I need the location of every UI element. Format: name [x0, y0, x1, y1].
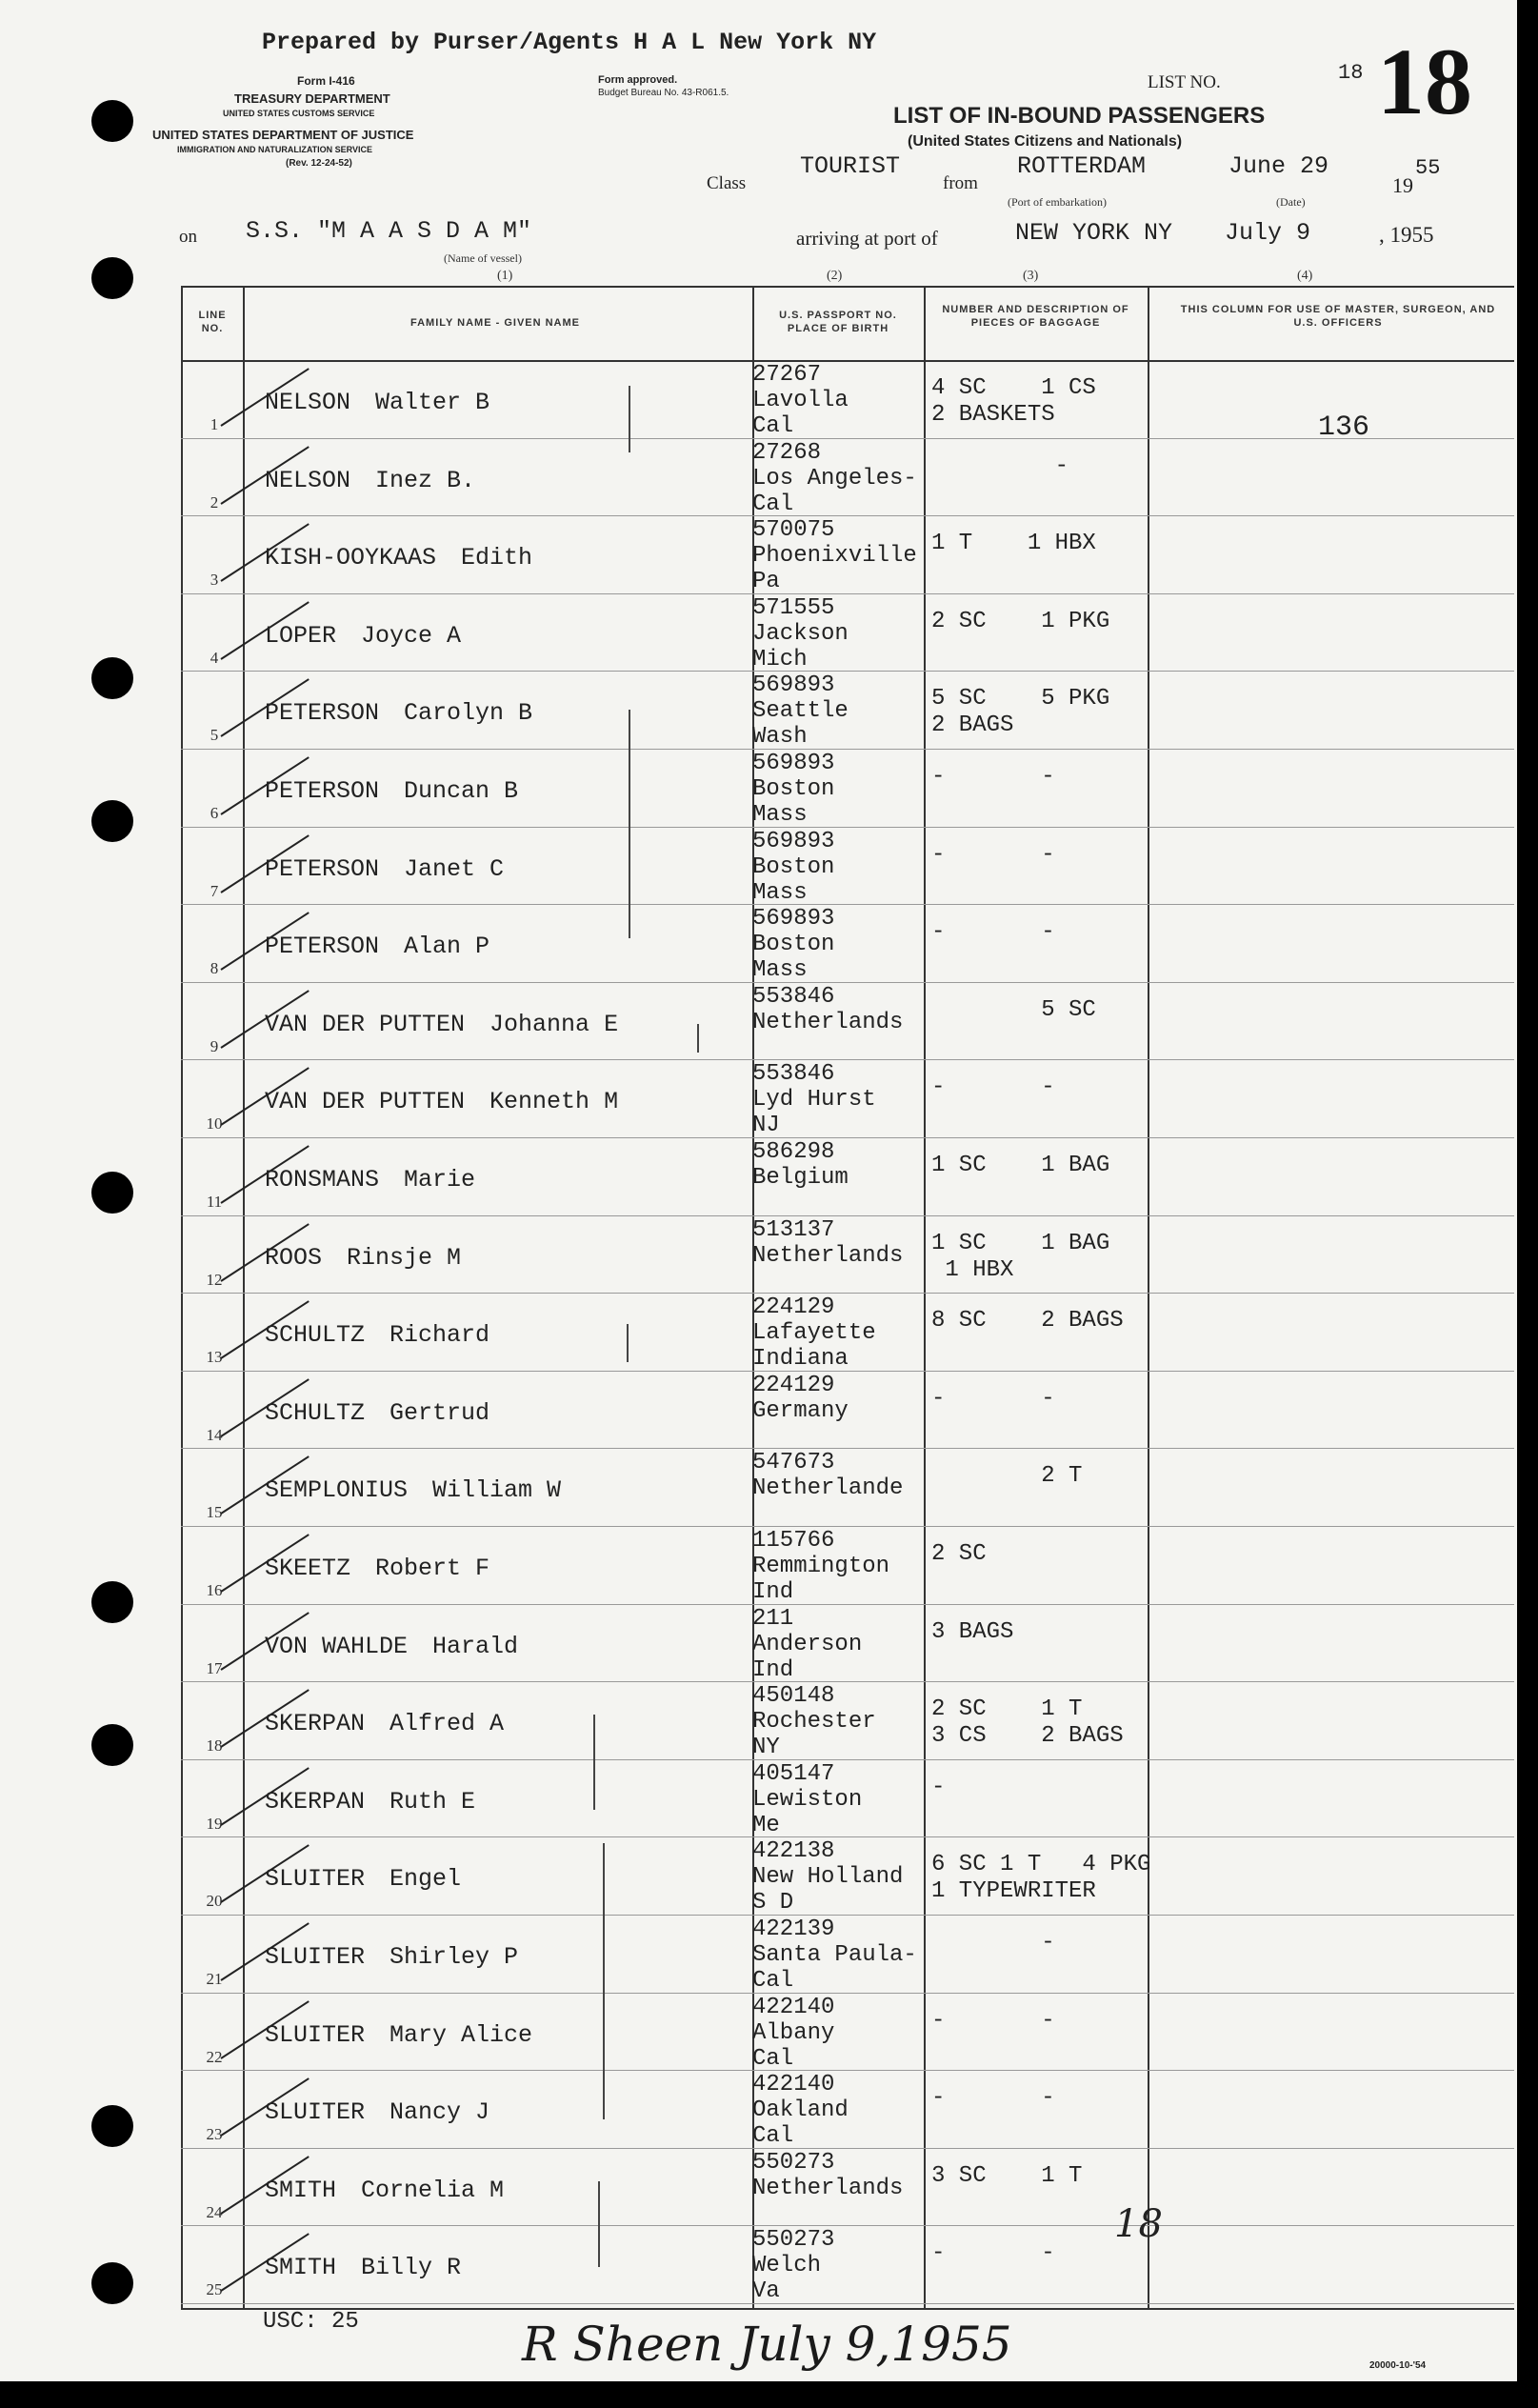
- family-name: SKERPAN: [265, 1787, 366, 1816]
- baggage-description: 3 BAGS: [931, 1618, 1014, 1645]
- department-justice: UNITED STATES DEPARTMENT OF JUSTICE: [152, 128, 414, 142]
- passport-number: 571555: [752, 594, 835, 621]
- place-of-birth: Albany Cal: [752, 2019, 835, 2072]
- given-name: William W: [432, 1476, 562, 1505]
- family-name: NELSON: [265, 466, 351, 494]
- given-name: Rinsje M: [347, 1243, 462, 1272]
- place-of-birth: Germany: [752, 1397, 849, 1424]
- baggage-description: 1 T 1 HBX: [931, 531, 1096, 557]
- line-number: 16: [206, 1581, 223, 1599]
- passport-cell: [752, 829, 834, 906]
- table-top-rule: [181, 286, 1514, 288]
- year-value: 55: [1415, 156, 1441, 180]
- passenger-name: [265, 389, 489, 416]
- passport-number: 422138: [752, 1838, 835, 1865]
- line-number: 19: [206, 1814, 223, 1833]
- given-name: Shirley P: [389, 1943, 519, 1971]
- line-number: 18: [206, 1736, 223, 1756]
- baggage-description: -: [931, 452, 1069, 479]
- family-name: PETERSON: [265, 854, 380, 883]
- passenger-name: [265, 1710, 504, 1737]
- passport-number: 569893: [752, 906, 835, 933]
- given-name: Ruth E: [389, 1787, 476, 1816]
- passport-cell: [752, 2072, 849, 2149]
- line-number: 13: [206, 1348, 223, 1367]
- baggage-description: - -: [931, 2240, 1055, 2267]
- passenger-name: [265, 1633, 518, 1660]
- column-marker-4: (4): [1297, 269, 1313, 283]
- passport-number: 570075: [752, 517, 835, 544]
- place-of-birth: Anderson Ind: [752, 1631, 863, 1683]
- baggage-description: - -: [931, 841, 1055, 868]
- line-number: 20: [206, 1892, 223, 1911]
- passport-cell: [752, 1373, 849, 1424]
- manifest-subtitle: (United States Citizens and Nationals): [908, 133, 1183, 150]
- row-rule: [181, 2070, 1514, 2071]
- place-of-birth: Netherlands: [752, 2175, 904, 2201]
- bracket-mark: [629, 386, 630, 452]
- passport-number: 224129: [752, 1294, 835, 1321]
- passport-number: 569893: [752, 828, 835, 854]
- bracket-mark: [629, 710, 630, 938]
- baggage-description: -: [931, 1930, 1055, 1956]
- given-name: Robert F: [375, 1555, 490, 1582]
- punch-hole: [91, 1581, 133, 1623]
- row-rule: [181, 827, 1514, 828]
- place-of-birth: Netherlands: [752, 1009, 904, 1035]
- given-name: Inez B.: [375, 466, 476, 494]
- row-rule: [181, 2148, 1514, 2149]
- place-of-birth: Lyd Hurst NJ: [752, 1087, 876, 1139]
- given-name: Richard: [389, 1321, 490, 1350]
- line-number: 8: [210, 959, 219, 978]
- passport-cell: [752, 1217, 903, 1269]
- given-name: Alan P: [404, 933, 490, 961]
- passport-number: 422140: [752, 2072, 835, 2098]
- passenger-name: [265, 467, 475, 494]
- line-number: 17: [206, 1658, 223, 1677]
- line-number: 21: [206, 1970, 223, 1988]
- given-name: Walter B: [375, 389, 490, 416]
- family-name: PETERSON: [265, 699, 380, 728]
- place-of-birth: Boston Mass: [752, 853, 835, 906]
- passport-cell: [752, 906, 834, 983]
- family-name: VON WAHLDE: [265, 1632, 409, 1660]
- given-name: Mary Alice: [389, 2020, 533, 2049]
- column-marker-1: (1): [497, 269, 513, 283]
- line-number: 3: [210, 571, 219, 590]
- passenger-name: [265, 1166, 475, 1194]
- line-number: 1: [210, 415, 219, 433]
- column-divider: [243, 286, 245, 2310]
- family-name: SKEETZ: [265, 1555, 351, 1582]
- from-label: from: [943, 173, 978, 193]
- bracket-mark: [697, 1024, 699, 1053]
- passport-cell: [752, 595, 849, 672]
- passport-cell: [752, 1916, 917, 1994]
- place-of-birth: Jackson Mich: [752, 620, 849, 672]
- passport-cell: [752, 1838, 903, 1916]
- place-of-birth: Netherlands: [752, 1242, 904, 1269]
- date-caption: (Date): [1276, 195, 1306, 209]
- place-of-birth: Oakland Cal: [752, 2097, 849, 2150]
- passport-cell: [752, 751, 834, 828]
- row-rule: [181, 904, 1514, 905]
- line-number: 10: [206, 1114, 223, 1134]
- line-number: 4: [210, 648, 219, 667]
- passport-cell: [752, 1450, 903, 1501]
- baggage-description: 5 SC: [931, 996, 1096, 1023]
- passenger-name: [265, 1399, 489, 1427]
- line-number: 6: [210, 804, 219, 822]
- line-number: 24: [206, 2202, 223, 2221]
- date-value: June 29: [1228, 152, 1329, 180]
- baggage-description: - -: [931, 2085, 1055, 2112]
- form-number: Form I-416: [297, 74, 355, 88]
- place-of-birth: Boston Mass: [752, 776, 835, 828]
- column-header-passport: U.S. PASSPORT NO. PLACE OF BIRTH: [779, 310, 897, 334]
- place-of-birth: Santa Paula- Cal: [752, 1942, 917, 1994]
- list-no-label: LIST NO.: [1148, 72, 1221, 92]
- port-value: ROTTERDAM: [1017, 152, 1147, 180]
- passenger-name: [265, 1244, 461, 1272]
- arriving-label: arriving at port of: [796, 227, 938, 250]
- punch-hole: [91, 800, 133, 842]
- class-value: TOURIST: [800, 152, 901, 180]
- column-header-baggage: NUMBER AND DESCRIPTION OF PIECES OF BAGGAGE: [942, 304, 1129, 329]
- passenger-name: [265, 2177, 504, 2204]
- usc-total: USC: 25: [263, 2309, 359, 2335]
- line-number: 25: [206, 2280, 223, 2299]
- passport-number: 211: [752, 1605, 794, 1632]
- row-rule: [181, 1293, 1514, 1294]
- passport-cell: [752, 1061, 876, 1138]
- passenger-name: [265, 1476, 561, 1504]
- arrival-port: NEW YORK NY: [1015, 219, 1173, 247]
- passenger-name: [265, 777, 518, 805]
- passport-cell: [752, 1294, 876, 1372]
- passport-cell: [752, 440, 917, 517]
- list-no-typed: 18: [1338, 61, 1364, 85]
- given-name: Duncan B: [404, 777, 519, 805]
- family-name: SLUITER: [265, 2020, 366, 2049]
- given-name: Engel: [389, 1865, 462, 1894]
- handwritten-count: 18: [1114, 2202, 1163, 2246]
- passenger-name: [265, 1321, 489, 1349]
- given-name: Billy R: [361, 2254, 462, 2282]
- place-of-birth: Lewiston Me: [752, 1786, 863, 1838]
- column-header-line-no: LINE NO.: [198, 310, 227, 334]
- given-name: Harald: [432, 1632, 519, 1660]
- passport-number: 569893: [752, 672, 835, 699]
- bracket-mark: [593, 1715, 595, 1810]
- given-name: Marie: [404, 1166, 476, 1194]
- line-number: 22: [206, 2047, 223, 2066]
- line-number: 2: [210, 492, 219, 512]
- passport-cell: [752, 1606, 862, 1683]
- punch-hole: [91, 1172, 133, 1214]
- passenger-name: [265, 2254, 461, 2281]
- scan-border: [1517, 0, 1538, 2408]
- given-name: Nancy J: [389, 2098, 490, 2127]
- passport-cell: [752, 362, 849, 439]
- passport-cell: [752, 1761, 862, 1838]
- baggage-description: - -: [931, 919, 1055, 946]
- family-name: SLUITER: [265, 1865, 366, 1894]
- passport-number: 405147: [752, 1760, 835, 1787]
- form-revision: (Rev. 12-24-52): [286, 158, 352, 169]
- passenger-name: [265, 855, 504, 883]
- family-name: PETERSON: [265, 933, 380, 961]
- line-number: 7: [210, 881, 219, 900]
- baggage-description: - -: [931, 764, 1055, 790]
- passport-cell: [752, 2150, 903, 2201]
- family-name: LOPER: [265, 621, 337, 650]
- row-rule: [181, 2303, 1514, 2304]
- passport-number: 513137: [752, 1216, 835, 1243]
- row-rule: [181, 1059, 1514, 1060]
- department-justice-sub: IMMIGRATION AND NATURALIZATION SERVICE: [177, 145, 372, 154]
- given-name: Gertrud: [389, 1398, 490, 1427]
- place-of-birth: Phoenixville Pa: [752, 543, 917, 595]
- row-rule: [181, 1836, 1514, 1837]
- passport-number: 450148: [752, 1683, 835, 1710]
- column-header-name: FAMILY NAME - GIVEN NAME: [409, 317, 581, 329]
- row-rule: [181, 1604, 1514, 1605]
- passport-number: 547673: [752, 1450, 835, 1476]
- passenger-name: [265, 1555, 489, 1582]
- passport-number: 550273: [752, 2227, 835, 2254]
- punch-hole: [91, 1724, 133, 1766]
- on-label: on: [179, 227, 197, 247]
- family-name: SMITH: [265, 2176, 337, 2204]
- manifest-title: LIST OF IN-BOUND PASSENGERS: [893, 103, 1266, 129]
- family-name: SCHULTZ: [265, 1321, 366, 1350]
- punch-hole: [91, 100, 133, 142]
- line-number: 23: [206, 2125, 223, 2144]
- passenger-name: [265, 1011, 618, 1038]
- passenger-name: [265, 2021, 532, 2049]
- row-rule: [181, 1993, 1514, 1994]
- passenger-name: [265, 1788, 475, 1816]
- class-label: Class: [707, 173, 747, 193]
- bracket-mark: [627, 1324, 629, 1362]
- place-of-birth: Seattle Wash: [752, 698, 849, 751]
- baggage-description: 2 SC 1 T 3 CS 2 BAGS: [931, 1696, 1124, 1750]
- prepared-by-line: Prepared by Purser/Agents H A L New York NY: [262, 29, 877, 56]
- passenger-name: [265, 2098, 489, 2126]
- passport-number: 553846: [752, 983, 835, 1010]
- line-number: 11: [206, 1193, 223, 1211]
- line-number: 5: [210, 726, 219, 745]
- department-treasury: TREASURY DEPARTMENT: [234, 91, 390, 106]
- family-name: RONSMANS: [265, 1166, 380, 1194]
- passenger-name: [265, 1865, 461, 1893]
- form-approved: Form approved.: [598, 74, 678, 86]
- family-name: ROOS: [265, 1243, 323, 1272]
- family-name: SCHULTZ: [265, 1398, 366, 1427]
- baggage-description: 2 SC: [931, 1541, 987, 1567]
- place-of-birth: Los Angeles- Cal: [752, 465, 917, 517]
- family-name: PETERSON: [265, 777, 380, 805]
- column-marker-2: (2): [827, 269, 843, 283]
- budget-bureau: Budget Bureau No. 43-R061.5.: [598, 88, 729, 98]
- passport-number: 553846: [752, 1061, 835, 1088]
- line-number: 15: [206, 1503, 223, 1522]
- passport-cell: [752, 1683, 876, 1760]
- passenger-name: [265, 622, 461, 650]
- bracket-mark: [603, 1843, 605, 2119]
- given-name: Joyce A: [361, 621, 462, 650]
- passport-cell: [752, 1995, 834, 2072]
- baggage-description: 4 SC 1 CS 2 BASKETS: [931, 375, 1096, 428]
- baggage-description: - -: [931, 1385, 1055, 1412]
- row-rule: [181, 749, 1514, 750]
- arrival-year: , 1955: [1379, 223, 1434, 247]
- baggage-description: 1 SC 1 BAG: [931, 1153, 1110, 1178]
- family-name: SKERPAN: [265, 1710, 366, 1738]
- row-rule: [181, 1137, 1514, 1138]
- signature: R Sheen July 9,1955: [522, 2317, 1012, 2372]
- punch-hole: [91, 2262, 133, 2304]
- baggage-description: 3 SC 1 T: [931, 2162, 1083, 2189]
- row-rule: [181, 2225, 1514, 2226]
- row-rule: [181, 671, 1514, 672]
- passport-cell: [752, 984, 903, 1035]
- scan-border: [0, 2381, 1538, 2408]
- port-caption: (Port of embarkation): [1008, 195, 1107, 209]
- row-rule: [181, 1448, 1514, 1449]
- family-name: KISH-OOYKAAS: [265, 544, 437, 572]
- passport-cell: [752, 672, 849, 750]
- family-name: VAN DER PUTTEN: [265, 1010, 466, 1038]
- bracket-mark: [598, 2181, 600, 2267]
- given-name: Johanna E: [489, 1010, 619, 1038]
- row-rule: [181, 1371, 1514, 1372]
- passport-number: 224129: [752, 1372, 835, 1398]
- place-of-birth: New Holland S D: [752, 1864, 904, 1916]
- passport-number: 422139: [752, 1916, 835, 1942]
- given-name: Janet C: [404, 854, 505, 883]
- table-left-rule: [181, 286, 183, 2310]
- place-of-birth: Belgium: [752, 1165, 849, 1191]
- given-name: Alfred A: [389, 1710, 505, 1738]
- line-number: 9: [210, 1036, 219, 1055]
- baggage-description: 5 SC 5 PKG 2 BAGS: [931, 686, 1110, 739]
- place-of-birth: Lafayette Indiana: [752, 1320, 876, 1373]
- place-of-birth: Netherlande: [752, 1475, 904, 1502]
- passport-number: 569893: [752, 751, 835, 776]
- family-name: SLUITER: [265, 1943, 366, 1971]
- passport-cell: [752, 517, 917, 594]
- list-no-stamp: 18: [1377, 29, 1472, 134]
- passenger-name: [265, 699, 532, 727]
- family-name: NELSON: [265, 389, 351, 416]
- place-of-birth: Rochester NY: [752, 1709, 876, 1761]
- baggage-description: -: [931, 1774, 946, 1800]
- baggage-description: 6 SC 1 T 4 PKG 1 TYPEWRITER: [931, 1852, 1151, 1905]
- passport-number: 27267: [752, 362, 822, 388]
- place-of-birth: Boston Mass: [752, 932, 835, 984]
- given-name: Carolyn B: [404, 699, 533, 728]
- baggage-description: 2 T: [931, 1463, 1083, 1490]
- row-rule: [181, 438, 1514, 439]
- row-rule: [181, 1215, 1514, 1216]
- form-code: 20000-10-'54: [1369, 2360, 1427, 2371]
- vessel-name: S.S. "M A A S D A M": [246, 217, 532, 245]
- passport-number: 586298: [752, 1139, 835, 1165]
- column-divider: [1148, 286, 1149, 2310]
- passport-number: 27268: [752, 439, 822, 466]
- passport-number: 115766: [752, 1528, 835, 1554]
- passport-cell: [752, 1528, 889, 1605]
- given-name: Kenneth M: [489, 1088, 619, 1116]
- department-treasury-sub: UNITED STATES CUSTOMS SERVICE: [223, 109, 375, 118]
- passenger-name: [265, 544, 532, 572]
- passenger-name: [265, 933, 489, 960]
- line-number: 12: [206, 1270, 223, 1289]
- baggage-description: 2 SC 1 PKG: [931, 608, 1110, 634]
- given-name: Cornelia M: [361, 2176, 505, 2204]
- row-rule: [181, 515, 1514, 516]
- row-rule: [181, 1915, 1514, 1916]
- family-name: SLUITER: [265, 2098, 366, 2127]
- passenger-name: [265, 1943, 518, 1971]
- place-of-birth: Welch Va: [752, 2253, 822, 2305]
- place-of-birth: Lavolla Cal: [752, 388, 849, 439]
- punch-hole: [91, 657, 133, 699]
- column-header-officers: THIS COLUMN FOR USE OF MASTER, SURGEON, AND U.S. OFFICERS: [1180, 304, 1496, 329]
- passport-number: 422140: [752, 1994, 835, 2020]
- passport-number: 550273: [752, 2149, 835, 2176]
- vessel-caption: (Name of vessel): [444, 251, 522, 265]
- officer-note: 136: [1318, 411, 1370, 444]
- family-name: SMITH: [265, 2254, 337, 2282]
- line-number: 14: [206, 1425, 223, 1444]
- row-rule: [181, 982, 1514, 983]
- column-marker-3: (3): [1023, 269, 1039, 283]
- family-name: SEMPLONIUS: [265, 1476, 409, 1505]
- family-name: VAN DER PUTTEN: [265, 1088, 466, 1116]
- passenger-name: [265, 1088, 618, 1115]
- arrival-date: July 9: [1225, 219, 1311, 247]
- table-bottom-rule: [181, 2308, 1514, 2310]
- punch-hole: [91, 2105, 133, 2147]
- row-rule: [181, 1681, 1514, 1682]
- place-of-birth: Remmington Ind: [752, 1554, 890, 1605]
- column-divider: [924, 286, 926, 2310]
- given-name: Edith: [461, 544, 533, 572]
- passport-cell: [752, 2227, 834, 2304]
- row-rule: [181, 1526, 1514, 1527]
- baggage-description: - -: [931, 1074, 1055, 1101]
- passport-cell: [752, 1139, 849, 1191]
- baggage-description: 1 SC 1 BAG 1 HBX: [931, 1230, 1110, 1283]
- row-rule: [181, 1759, 1514, 1760]
- punch-hole: [91, 257, 133, 299]
- baggage-description: - -: [931, 2007, 1055, 2034]
- row-rule: [181, 593, 1514, 594]
- baggage-description: 8 SC 2 BAGS: [931, 1308, 1124, 1334]
- year-prefix: 19: [1392, 173, 1413, 197]
